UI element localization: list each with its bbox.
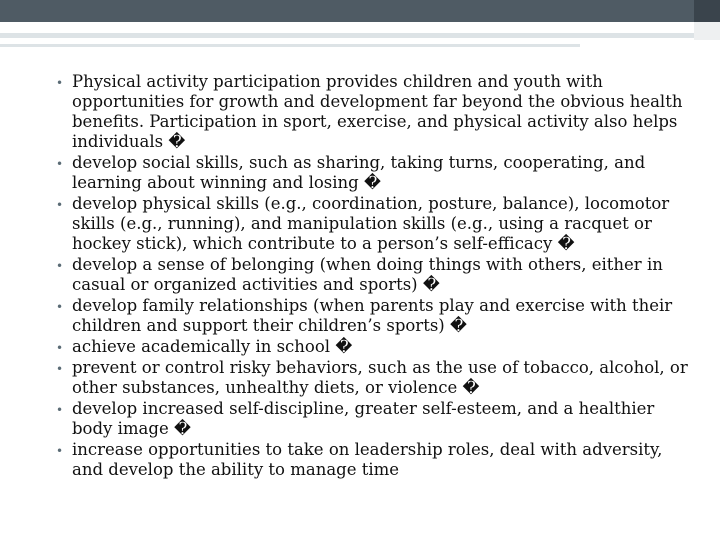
bullet-icon: • [56, 362, 64, 376]
bullet-text: develop a sense of belonging (when doing things with others, either in casual or organized activities and sports) � [72, 255, 663, 294]
bullet-icon: • [56, 76, 64, 90]
bullet-text: develop physical skills (e.g., coordination, posture, balance), locomotor skills (e.g., running), and manipulation skills (e.g., using a racquet or hockey stick), which contribute to a person’s self-efficacy � [72, 194, 670, 253]
bullet-text: develop social skills, such as sharing, taking turns, cooperating, and learning about winning and losing � [72, 153, 646, 192]
header-corner-accent [694, 0, 720, 22]
slide-content [50, 72, 690, 481]
list-item [50, 153, 690, 193]
header-corner-notch [694, 22, 720, 40]
bullet-text: achieve academically in school � [72, 337, 353, 356]
decorative-rule-short [0, 44, 580, 47]
bullet-text: prevent or control risky behaviors, such as the use of tobacco, alcohol, or other substances, unhealthy diets, or violence � [72, 358, 688, 397]
bullet-text: develop family relationships (when parents play and exercise with their children and support their children’s sports) � [72, 296, 673, 335]
bullet-icon: • [56, 300, 64, 314]
bullet-text: Physical activity participation provides children and youth with opportunities for growth and development far beyond the obvious health benefits. Participation in sport, exercise, and physical activity also helps individuals � [72, 72, 683, 151]
bullet-list [50, 72, 690, 480]
bullet-icon: • [56, 259, 64, 273]
list-item [50, 72, 690, 152]
bullet-text: develop increased self-discipline, greater self-esteem, and a healthier body image � [72, 399, 655, 438]
list-item [50, 358, 690, 398]
bullet-icon: • [56, 341, 64, 355]
list-item [50, 194, 690, 254]
bullet-icon: • [56, 157, 64, 171]
list-item [50, 440, 690, 480]
decorative-rule-long [0, 33, 694, 38]
list-item [50, 399, 690, 439]
bullet-icon: • [56, 198, 64, 212]
bullet-icon: • [56, 403, 64, 417]
list-item [50, 337, 690, 357]
bullet-text: increase opportunities to take on leadership roles, deal with adversity, and develop the ability to manage time [72, 440, 663, 479]
list-item [50, 255, 690, 295]
bullet-icon: • [56, 444, 64, 458]
list-item [50, 296, 690, 336]
header-band [0, 0, 720, 22]
